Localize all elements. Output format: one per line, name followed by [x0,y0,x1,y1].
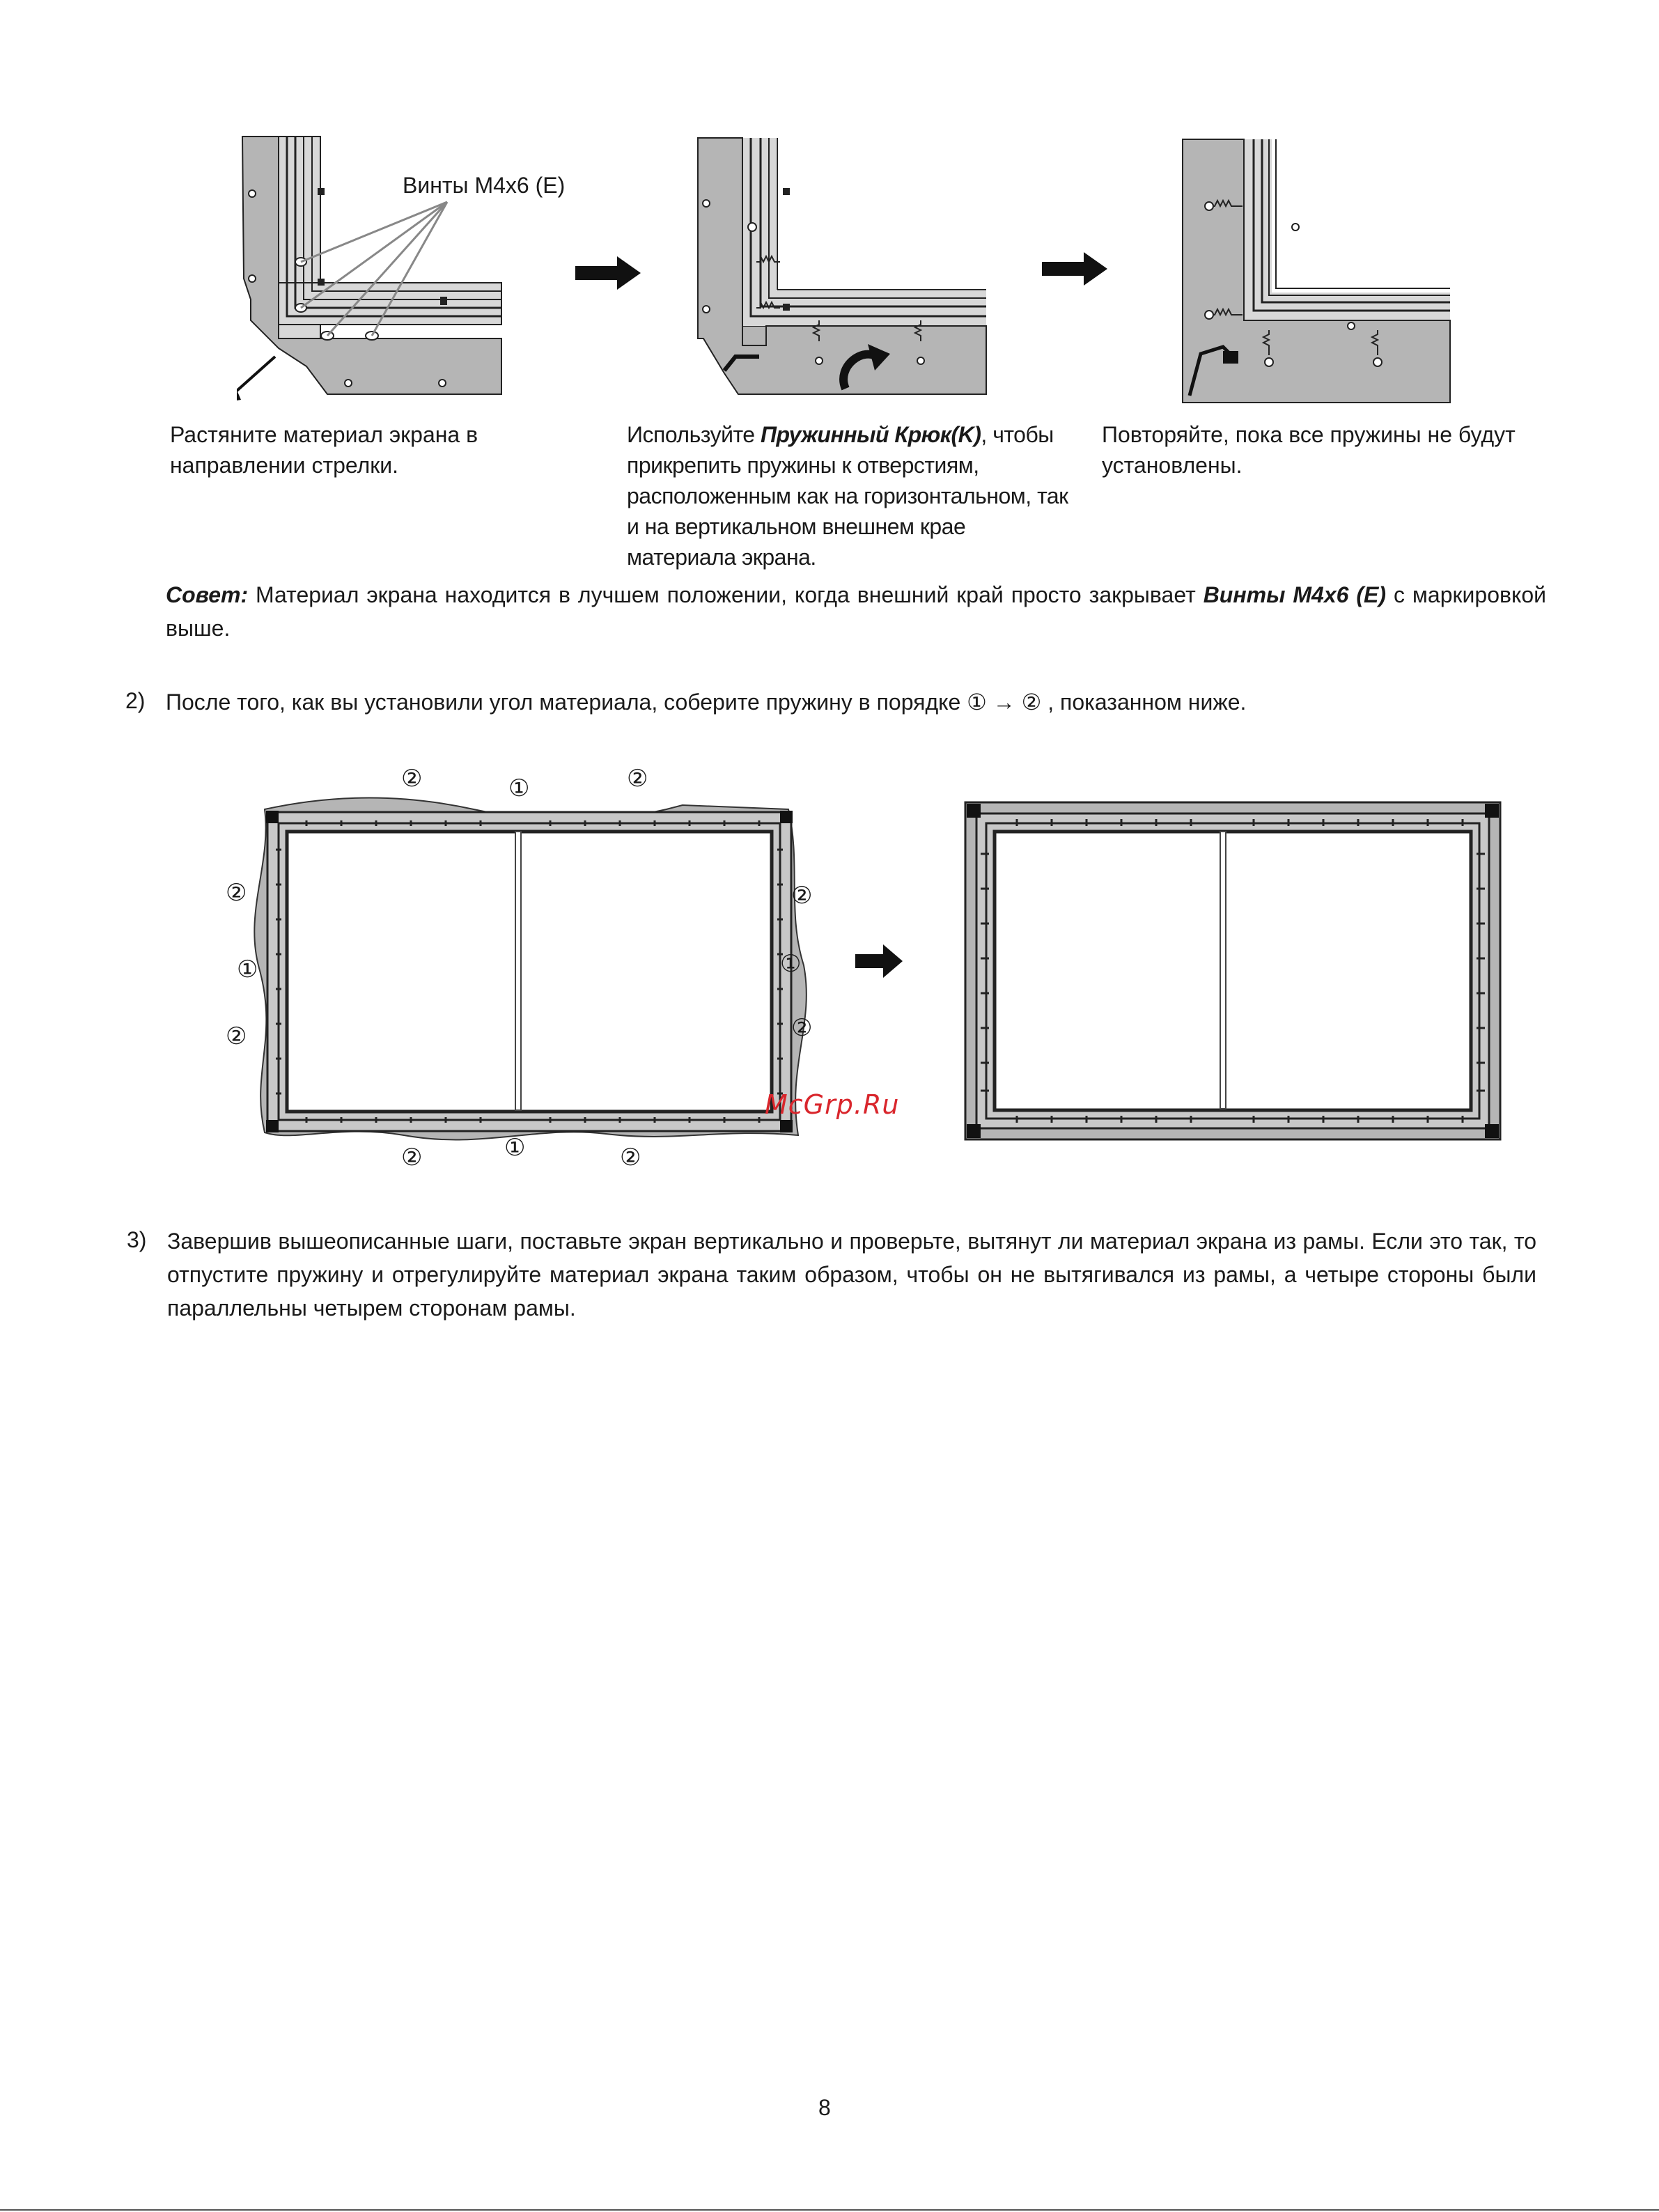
tip-label: Совет: [166,582,249,607]
marker-left-bottom: ② [226,1022,247,1050]
step-3-text: Завершив вышеописанные шаги, поставьте экран вертикально и проверьте, вытянут ли материал экрана из рамы. Если это так, то отпустите пружину и отрегулируйте материал экрана таким образом, чтобы он не вытягивался из рамы, а четыре стороны были параллельны четырем сторонам рамы. [167,1229,1536,1321]
screw-label: Винты M4x6 (E) [403,173,566,198]
caption-hook: Используйте Пружинный Крюк(K), чтобы прикрепить пружины к отверстиям, расположенным как на горизонтальном, так и на вертикальном внешнем крае материала экрана. [627,422,1068,570]
marker-bottom-right: ② [620,1144,641,1171]
marker-top-right: ② [627,765,648,793]
marker-top-center: ① [508,774,530,802]
frame-before-diagram [230,759,815,1177]
marker-right-bottom: ② [791,1014,813,1042]
frame-after-diagram [961,798,1504,1146]
step-3-number: 3) [127,1227,147,1252]
right-arrow-icon [575,256,642,290]
marker-right-top: ② [791,882,813,910]
right-arrow-icon [1042,252,1109,286]
caption-stretch: Растяните материал экрана в направлении стрелки. [170,422,478,478]
corner-figure-3 [1181,138,1453,408]
caption-repeat: Повторяйте, пока все пружины не будут установлены. [1102,422,1516,478]
step-2-text: После того, как вы установили угол материала, соберите пружину в порядке ① → ② , показанном ниже. [166,690,1247,715]
marker-right-mid: ① [780,950,802,978]
marker-left-top: ② [226,879,247,907]
page-bottom-rule [0,2209,1659,2211]
marker-bottom-left: ② [401,1144,423,1171]
page-number: 8 [818,2095,831,2120]
screw-term: Винты M4x6 (E) [1203,582,1387,607]
marker-top-left: ② [401,765,423,793]
marker-bottom-center: ① [504,1134,526,1162]
right-arrow-icon [855,944,904,978]
step-2-number: 2) [125,688,146,713]
watermark: McGrp.Ru [765,1089,900,1120]
marker-left-mid: ① [237,956,258,983]
tip-paragraph: Совет: Материал экрана находится в лучшем положении, когда внешний край просто закрывает Винты M4x6 (E) с маркировкой выше. [166,582,1547,641]
corner-figure-2 [696,137,989,401]
hook-term: Пружинный Крюк(K) [760,422,981,447]
